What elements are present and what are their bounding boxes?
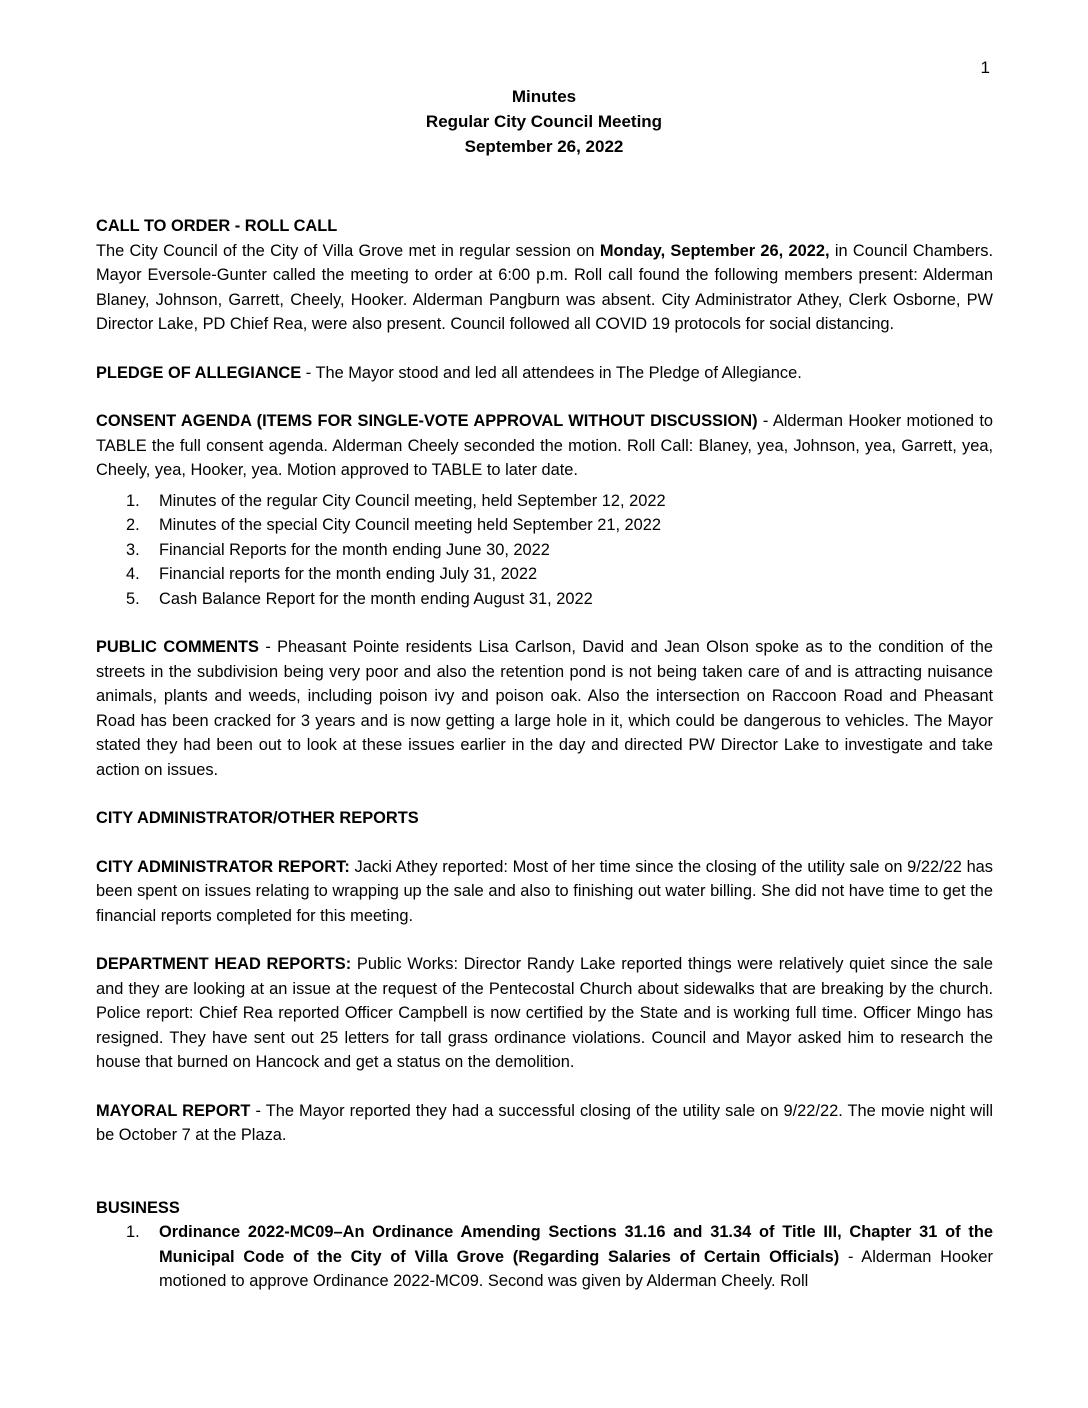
mayoral-report-heading: MAYORAL REPORT xyxy=(96,1101,251,1120)
list-item-text: Financial Reports for the month ending June 30, 2022 xyxy=(159,540,550,559)
reports-heading: CITY ADMINISTRATOR/OTHER REPORTS xyxy=(96,809,419,827)
business-item-text: - Alderman Hooker motioned to approve Ordinance 2022-MC09. Second was given by Alderman Cheely. Roll xyxy=(159,1247,993,1290)
admin-report-heading: CITY ADMINISTRATOR REPORT: xyxy=(96,857,350,876)
list-item-number: 1. xyxy=(126,491,140,510)
call-to-order-text-after: in Council Chambers. Mayor Eversole-Gunter called the meeting to order at 6:00 p.m. Roll call found the following members present: Alderman Blaney, Johnson, Garrett, Cheely, Hooker. Alderman Pangburn was absent. City Administrator Athey, Clerk Osborne, PW Director Lake, PD Chief Rea, were also present. Council followed all COVID 19 protocols for social distancing. xyxy=(96,241,993,333)
call-to-order-text-before: The City Council of the City of Villa Grove met in regular session on xyxy=(96,241,600,260)
list-item xyxy=(96,538,993,563)
consent-agenda-text: - Alderman Hooker motioned to TABLE the full consent agenda. Alderman Cheely seconded the motion. Roll Call: Blaney, yea, Johnson, yea, Garrett, yea, Cheely, yea, Hooker, yea. Motion approved to TABLE to later date. xyxy=(96,412,994,479)
dept-reports-text: Public Works: Director Randy Lake reported things were relatively quiet since the sale and they are looking at an issue at the request of the Pentecostal Church about sidewalks that are breaking by the church. Police report: Chief Rea reported Officer Campbell is now certified by the State and is working full time. Officer Mingo has resigned. They have sent out 25 letters for tall grass ordinance violations. Council and Mayor asked him to research the house that burned on Hancock and get a status on the demolition. xyxy=(96,955,993,1071)
business-item-number: 1. xyxy=(126,1223,140,1241)
consent-agenda-paragraph xyxy=(96,409,993,483)
consent-agenda-heading: CONSENT AGENDA (ITEMS FOR SINGLE-VOTE APPROVAL WITHOUT DISCUSSION) xyxy=(96,412,758,430)
list-item xyxy=(96,587,993,612)
document-title xyxy=(0,84,1088,159)
list-item-number: 5. xyxy=(126,589,140,608)
business-list xyxy=(96,1220,993,1294)
business-heading: BUSINESS xyxy=(96,1198,180,1217)
public-comments-heading: PUBLIC COMMENTS xyxy=(96,638,259,656)
list-item-number: 4. xyxy=(126,565,140,583)
mayoral-report-paragraph xyxy=(96,1099,993,1148)
business-item-title: Ordinance 2022-MC09–An Ordinance Amending Sections 31.16 and 31.34 of Title III, Chapter 31 of the Municipal Code of the City of Villa Grove (Regarding Salaries of Certain Officials) xyxy=(159,1223,993,1266)
consent-agenda-list xyxy=(96,489,993,612)
title-line-minutes: Minutes xyxy=(511,87,577,106)
call-to-order-paragraph xyxy=(96,239,993,337)
list-item-text: Minutes of the regular City Council meeting, held September 12, 2022 xyxy=(159,491,666,510)
page-number: 1 xyxy=(980,58,990,77)
list-item-number: 3. xyxy=(126,540,140,559)
list-item-text: Minutes of the special City Council meeting held September 21, 2022 xyxy=(159,516,662,534)
pledge-heading: PLEDGE OF ALLEGIANCE xyxy=(96,363,302,382)
title-line-meeting: Regular City Council Meeting xyxy=(425,112,663,131)
pledge-paragraph xyxy=(96,361,993,386)
call-to-order-date: Monday, September 26, 2022, xyxy=(599,241,830,260)
list-item xyxy=(96,489,993,514)
dept-reports-heading: DEPARTMENT HEAD REPORTS: xyxy=(96,955,352,973)
pledge-text: - The Mayor stood and led all attendees in The Pledge of Allegiance. xyxy=(301,363,802,382)
public-comments-text: - Pheasant Pointe residents Lisa Carlson, David and Jean Olson spoke as to the condition of the streets in the subdivision being very poor and also the retention pond is not being taken care of and is attracting nuisance animals, plants and weeds, including poison ivy and poison oak. Also the intersection on Raccoon Road and Pheasant Road has been cracked for 3 years and is now getting a large hole in it, which could be dangerous to vehicles. The Mayor stated they had been out to look at these issues earlier in the day and directed PW Director Lake to investigate and take action on issues. xyxy=(96,638,994,779)
minutes-body xyxy=(96,214,993,1294)
dept-reports-paragraph xyxy=(96,952,993,1075)
list-item xyxy=(96,513,993,538)
title-line-date: September 26, 2022 xyxy=(464,137,624,156)
public-comments-paragraph xyxy=(96,635,993,782)
list-item-text: Financial reports for the month ending July 31, 2022 xyxy=(159,565,538,583)
mayoral-report-text: - The Mayor reported they had a successful closing of the utility sale on 9/22/22. The movie night will be October 7 at the Plaza. xyxy=(96,1101,993,1144)
list-item-text: Cash Balance Report for the month ending August 31, 2022 xyxy=(159,589,593,608)
call-to-order-heading: CALL TO ORDER - ROLL CALL xyxy=(96,217,338,235)
list-item-number: 2. xyxy=(126,516,140,534)
admin-report-paragraph xyxy=(96,855,993,929)
list-item xyxy=(96,562,993,587)
admin-report-text: Jacki Athey reported: Most of her time since the closing of the utility sale on 9/22/22 has been spent on issues relating to wrapping up the sale and also to finishing out water billing. She did not have time to get the financial reports completed for this meeting. xyxy=(96,857,993,925)
business-item xyxy=(96,1220,993,1294)
